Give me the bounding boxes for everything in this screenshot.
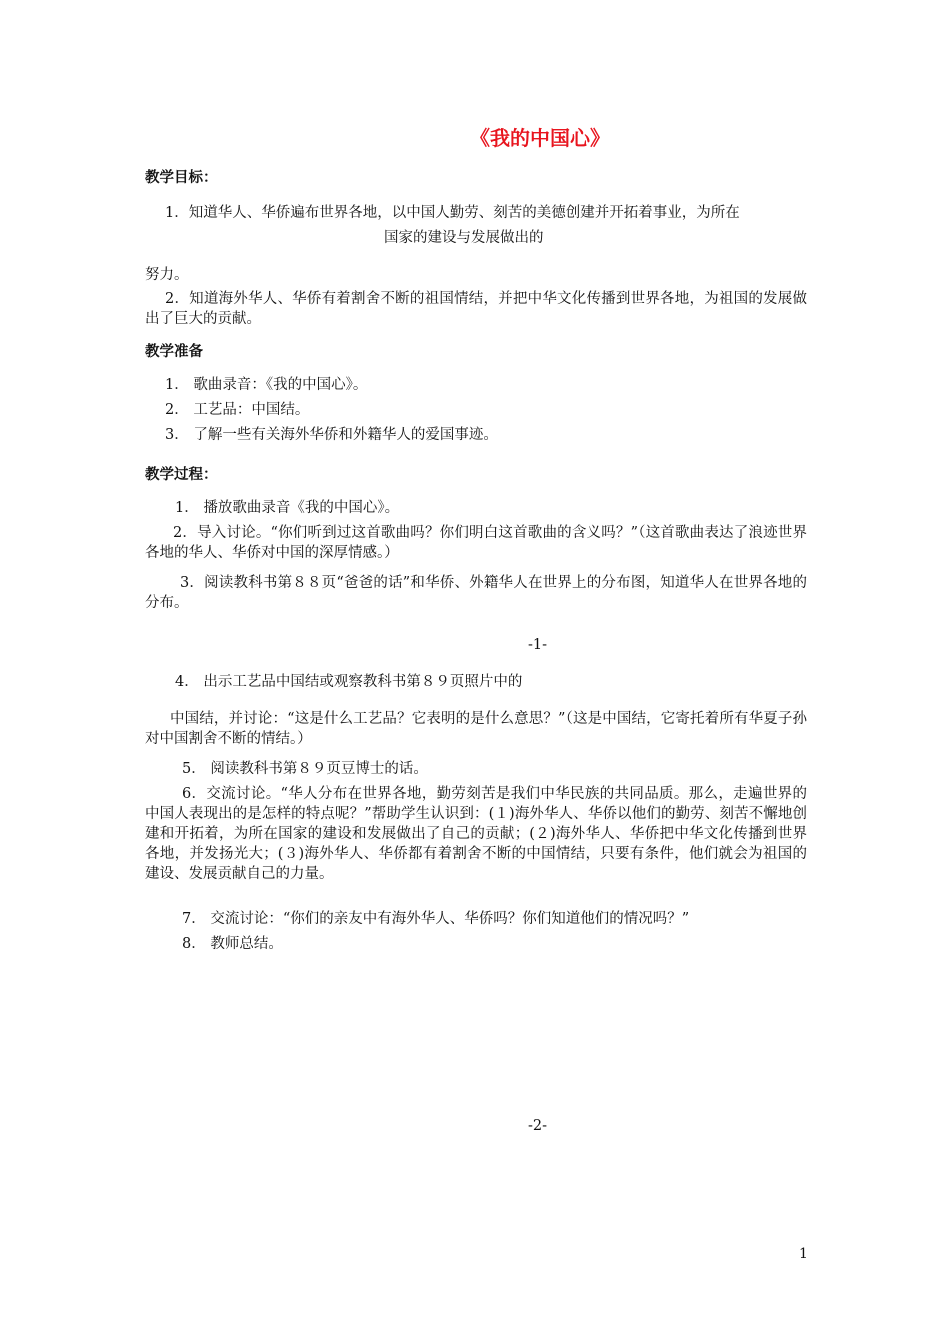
goal-1-line-3: 努力。 <box>145 267 189 283</box>
step-3: 3．阅读教科书第８８页“爸爸的话”和华侨、外籍华人在世界上的分布图，知道华人在世界各地的分布。 <box>145 575 807 611</box>
page-title: 《我的中国心》 <box>470 126 610 150</box>
step-6: 6．交流讨论。“华人分布在世界各地，勤劳刻苦是我们中华民族的共同品质。那么，走遍世界的中国人表现出的是怎样的特点呢？”帮助学生认识到：(１)海外华人、华侨以他们的勤劳、刻苦不懈地创建和开拓着，为所在国家的建设和发展做出了自己的贡献；(２)海外华人、华侨把中华文化传播到世界各地，并发扬光大；(３)海外华人、华侨都有着割舍不断的中国情结，只要有条件，他们就会为祖国的建设、发展贡献自己的力量。 <box>145 786 807 882</box>
goal-1-line-2: 国家的建设与发展做出的 <box>384 230 544 246</box>
prep-item-1: 1． 歌曲录音：《我的中国心》。 <box>165 377 368 393</box>
step-4-line-1: 4． 出示工艺品中国结或观察教科书第８９页照片中的 <box>175 674 523 690</box>
prep-item-2: 2． 工艺品：中国结。 <box>165 402 310 418</box>
goals-heading: 教学目标： <box>145 169 218 186</box>
process-heading: 教学过程： <box>145 466 218 483</box>
step-7: 7． 交流讨论：“你们的亲友中有海外华人、华侨吗？你们知道他们的情况吗？” <box>182 911 690 927</box>
step-5: 5． 阅读教科书第８９页豆博士的话。 <box>182 761 428 777</box>
page-number: 1 <box>799 1246 808 1262</box>
step-1: 1． 播放歌曲录音《我的中国心》。 <box>175 500 400 516</box>
prep-item-3: 3． 了解一些有关海外华侨和外籍华人的爱国事迹。 <box>165 427 498 443</box>
step-2: 2．导入讨论。“你们听到过这首歌曲吗？你们明白这首歌曲的含义吗？”（这首歌曲表达了浪迹世界各地的华人、华侨对中国的深厚情感。） <box>145 525 807 561</box>
step-4-rest: 中国结，并讨论：“这是什么工艺品？它表明的是什么意思？”（这是中国结，它寄托着所有华夏子孙对中国割舍不断的情结。） <box>145 711 807 747</box>
step-8: 8． 教师总结。 <box>182 936 283 952</box>
page-marker-1: -1- <box>528 637 548 653</box>
prep-heading: 教学准备 <box>145 343 203 360</box>
page-marker-2: -2- <box>528 1118 548 1134</box>
goal-1-line-1: 1．知道华人、华侨遍布世界各地，以中国人勤劳、刻苦的美德创建并开拓着事业，为所在 <box>165 205 740 221</box>
goal-2: 2．知道海外华人、华侨有着割舍不断的祖国情结，并把中华文化传播到世界各地，为祖国的发展做出了巨大的贡献。 <box>145 291 807 327</box>
